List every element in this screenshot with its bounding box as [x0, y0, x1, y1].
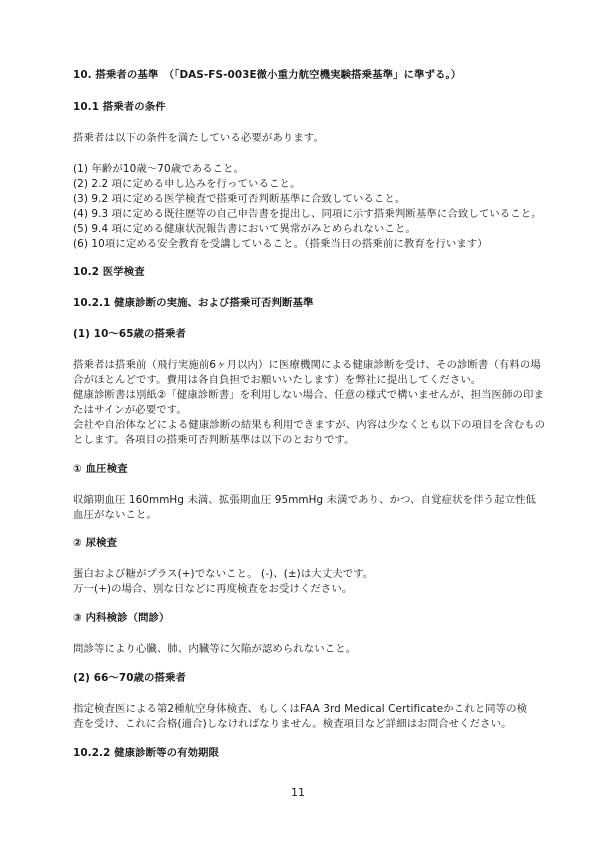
section-10-2-2-title: 10.2.2 健康診断等の有効期限: [73, 747, 220, 759]
subsection-2-text: 査を受け、これに合格(適合)しなければなりません。検査項目など詳細はお問合せください。: [73, 718, 512, 730]
item-1-title: ① 血圧検査: [73, 463, 128, 475]
paragraph-line: たはサインが必要です。: [73, 404, 187, 416]
subsection-2-text: 指定検査医による第2種航空身体検査、もしくはFAA 3rd Medical Certificateかこれと同等の検: [73, 703, 528, 715]
condition-item: (4) 9.3 項に定める既往歴等の自己申告書を提出し、同項に示す搭乗判断基準に合致していること。: [73, 208, 542, 220]
section-10-2-title: 10.2 医学検査: [73, 266, 145, 278]
subsection-2-title: (2) 66〜70歳の搭乗者: [73, 672, 187, 684]
condition-item: (2) 2.2 項に定める申し込みを行っていること。: [73, 178, 301, 190]
paragraph-line: とします。各項目の搭乗可否判断基準は以下のとおりです。: [73, 434, 355, 446]
item-3-text: 問診等により心臓、肺、内臓等に欠陥が認められないこと。: [73, 643, 357, 655]
item-2-text: 蛋白および糖がプラス(+)でないこと。 (-)、(±)は大丈夫です。: [73, 568, 374, 580]
item-2-text: 万一(+)の場合、別な日などに再度検査をお受けください。: [73, 583, 353, 595]
section-10-2-1-title: 10.2.1 健康診断の実施、および搭乗可否判断基準: [73, 297, 314, 309]
paragraph-line: 合がほとんどです。費用は各自負担でお願いいたします）を弊社に提出してください。: [73, 374, 482, 386]
condition-item: (5) 9.4 項に定める健康状況報告書において異常がみとめられないこと。: [73, 223, 416, 235]
item-3-title: ③ 内科検診（問診）: [73, 612, 170, 624]
paragraph-line: 健康診断書は別紙②「健康診断書」を利用しない場合、任意の様式で構いませんが、担当医師の印ま: [73, 389, 544, 401]
paragraph-line: 会社や自治体などによる健康診断の結果も利用できますが、内容は少なくとも以下の項目を含むもの: [73, 419, 546, 431]
item-1-text: 血圧がないこと。: [73, 509, 157, 521]
condition-item: (1) 年齢が10歳〜70歳であること。: [73, 163, 245, 175]
condition-item: (6) 10項に定める安全教育を受講していること。（搭乗当日の搭乗前に教育を行います）: [73, 238, 488, 250]
paragraph-line: 搭乗者は搭乗前（飛行実施前6ヶ月以内）に医療機関による健康診断を受け、その診断書（有料の場: [73, 359, 541, 371]
subsection-1-title: (1) 10〜65歳の搭乗者: [73, 328, 187, 340]
section-10-title: 10. 搭乗者の基準 （「DAS-FS-003E微小重力航空機実験搭乗基準」に準ずる。）: [73, 69, 462, 81]
condition-item: (3) 9.2 項に定める医学検査で搭乗可否判断基準に合致していること。: [73, 193, 406, 205]
section-10-1-intro: 搭乗者は以下の条件を満たしている必要があります。: [73, 132, 324, 144]
item-2-title: ② 尿検査: [73, 537, 118, 549]
item-1-text: 収縮期血圧 160mmHg 未満、拡張期血圧 95mmHg 未満であり、かつ、自覚症状を伴う起立性低: [73, 494, 537, 506]
section-10-1-title: 10.1 搭乗者の条件: [73, 101, 166, 113]
page-number: 11: [291, 786, 305, 799]
